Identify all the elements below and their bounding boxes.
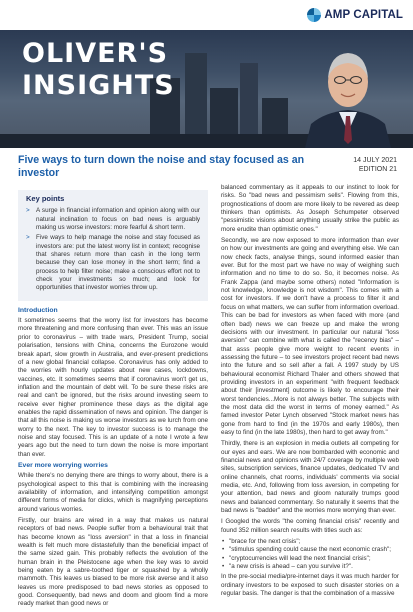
list-item: • "brace for the next crisis"; [221, 538, 399, 546]
logo-text: AMP CAPITAL [324, 9, 403, 21]
key-point-item [26, 207, 200, 232]
issue-date [353, 156, 397, 174]
amp-logo-icon [307, 8, 321, 22]
list-item: • "stimulus spending could cause the next economic crash"; [221, 546, 399, 554]
section-heading: Ever more worrying worries [18, 461, 108, 469]
amp-capital-logo [307, 8, 403, 22]
header-banner [0, 30, 413, 148]
key-point-text: Five ways to help manage the noise and stay focused as investors are: put the latest worry list in context; recognise that shares return more than cash in the long term because they can lose money in the short term; find a process to help filter noise; make a conscious effort not to check your investments so much; and look for opportunities that investor worries throw up. [36, 234, 200, 292]
key-points-list [26, 207, 200, 292]
article-headline: Five ways to turn down the noise and stay focused as an investor [18, 154, 305, 179]
intro-heading: Introduction [18, 306, 58, 314]
list-item: • "a new crisis is ahead – can you survive it?". [221, 563, 399, 571]
date-text: 14 JULY 2021 [353, 157, 397, 164]
intro-paragraph: It sometimes seems that the worry list for investors has become more threatening and more confusing than ever. This was an issue prior to coronavirus – with trade wars, President Trump, social polarisation, tensions with China, concerns the Eurozone would break apart, slow growth in Australia, and ever-present predictions of a new global financial collapse. Coronavirus has only added to the worries with hourly updates about new cases, lockdowns, vaccines, etc. It sometimes seems that if coronavirus won't get us, inflation and the mountain of debt will. To be sure these risks are real and can't be ignored, but the risks around investing seem to receive ever higher prominence these days as the digital age enables the rapid dissemination of news and opinion. The danger is that all this noise is making us worse investors as we lurch from one worry to the next. The key to investor success is to manage the noise and stay focused. This is an update of a note I wrote a few years ago but the need to turn down the noise is more important than ever. [18, 317, 208, 458]
list-item: • "cryptocurrencies will lead the next financial crisis"; [221, 555, 399, 563]
edition-text: EDITION 21 [358, 166, 397, 173]
key-point-text: A surge in financial information and opinion along with our natural inclination to focus on bad news is arguably making us worse investors: more fearful & short term. [36, 207, 200, 232]
body-paragraph: Thirdly, there is an explosion in media outlets all competing for our eyes and ears. We are now bombarded with economic and financial news and opinions with 24/7 coverage by multiple web sites, subscription services, finance updates, dedicated TV and online channels, chat rooms, individuals' comments via social media, etc. And, following from loss aversion, in competing for your attention, bad news and gloom naturally trumps good news and balanced commentary. So naturally it seems that the bad news is "badder" and the worries more worrying than ever. [221, 440, 399, 515]
body-paragraph: While there's no denying there are things to worry about, there is a psychological aspect to this that is combining with the increasing availability of information, and intensifying competition amongst different forms of media for clicks, which is magnifying perceptions around various worries. [18, 472, 208, 513]
search-results-list [221, 538, 399, 571]
chevron-right-icon: > [26, 207, 30, 215]
left-column [18, 190, 208, 612]
chevron-right-icon: > [26, 234, 30, 242]
body-paragraph: In the pre-social media/pre-internet days it was much harder for ordinary investors to be exposed to such disaster stories on a regular basis. The danger is that the combination of a massive [221, 573, 399, 598]
author-portrait [305, 40, 391, 148]
body-paragraph: Secondly, we are now exposed to more information than ever on how our investments are going and everything else. We can now check facts, analyse things, sound informed easier than ever. But for the most part we have no way of weighing such information and no time to do so. So, it becomes noise. As Frank Zappa (and maybe some others) noted "Information is not knowledge, knowledge is not wisdom". This comes with a cost for investors. If we don't have a process to filter it and focus on what matters, we can suffer from information overload. This can be bad for investors as when faced with more (and often bad) news we can freeze up and make the wrong decisions with our investment. In particular our natural "loss aversion" can combine with what is called the "recency bias" – that asss people give more weight to recent events in assessing the future – to see investors project recent bad news into the future and so sell after a fall. A 1997 study by US behavioural economist Richard Thaler and others showed that providing investors in an experiment "with frequent feedback about their [investment] outcome is likely to encourage their worst tendencies...More is not always better. The subjects with the most data did the worst in terms of money earned." As famed investor Peter Lynch observed "Stock market news has gone from hard to find (in the 1970s and early 1980s), then easy to find (in the late 1980s), then hard to get away from." [221, 237, 399, 436]
body-paragraph: balanced commentary as it appeals to our instinct to look for risks. So "bad news and pessimism sells". Flowing from this, prognostications of doom are more likely to be revered as deep thinkers than optimists. As Joseph Schumpeter observed "pessimistic visions about anything usually strike the public as more erudite than optimistic ones." [221, 184, 399, 233]
right-column [221, 184, 399, 602]
body-paragraph: I Googled the words "the coming financial crisis" recently and found 352 million search results with titles such as: [221, 518, 399, 534]
key-point-item [26, 234, 200, 292]
key-points-heading: Key points [26, 194, 65, 203]
key-points-box [18, 190, 208, 301]
body-paragraph: Firstly, our brains are wired in a way that makes us natural receptors of bad news. People suffer from a behavioural trait that has become known as "loss aversion" in that a loss in financial wealth is felt much more distastefully than the beneficial impact of the same sized gain. This probably reflects the evolution of the human brain in the Pleistocene age when the key was to avoid being eaten by a sabre-toothed tiger or squashed by a wholly mammoth. This leaves us biased to be more risk averse and it also leaves us more predisposed to bad news stories as opposed to good. Consequently, bad news and doom and gloom find a more ready market than good news or [18, 517, 208, 608]
banner-title-line2: INSIGHTS [22, 70, 175, 101]
banner-title-line1: OLIVER'S [22, 38, 169, 69]
